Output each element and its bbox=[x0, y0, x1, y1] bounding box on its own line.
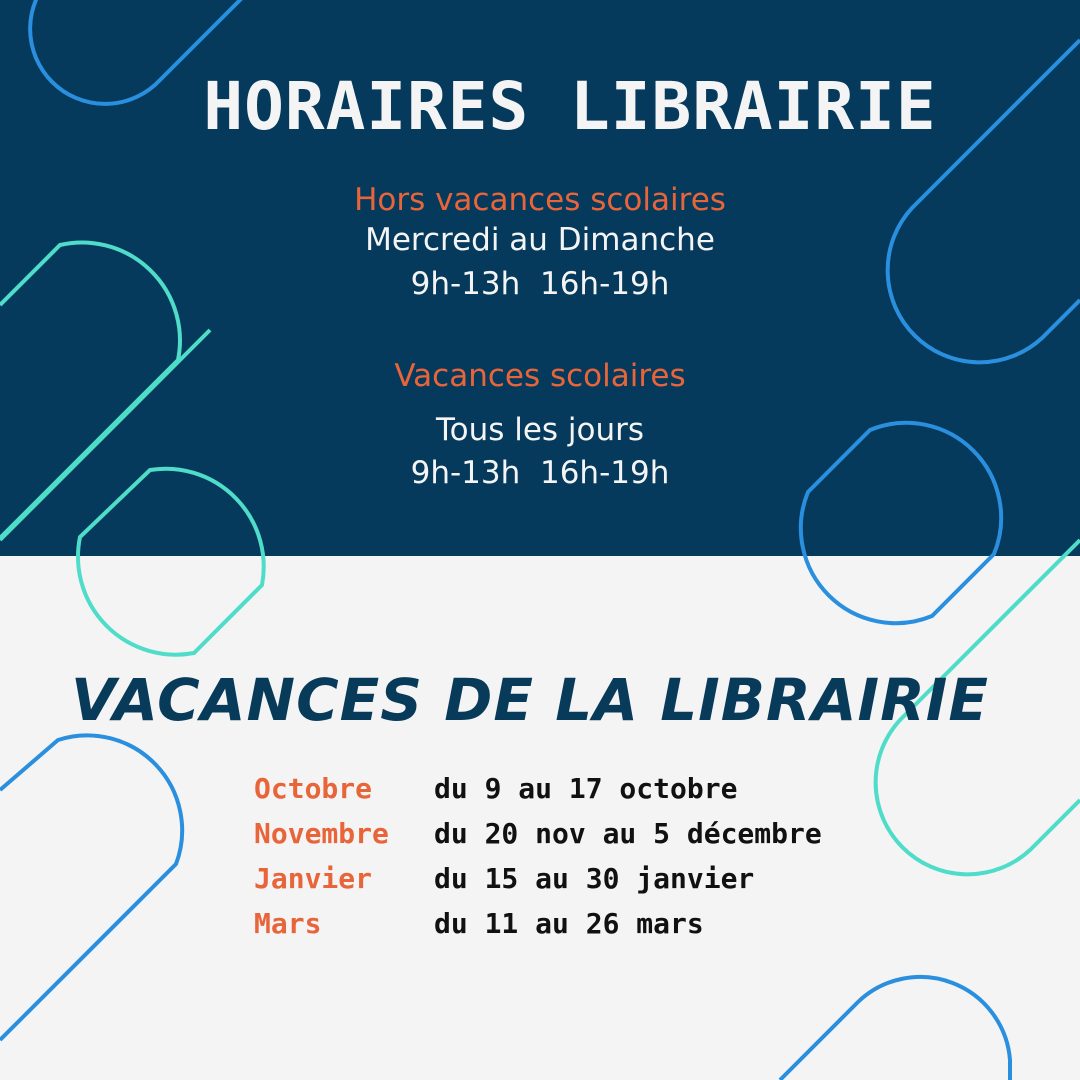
pill-outline-8 bbox=[0, 735, 182, 1040]
closure-row-january bbox=[254, 862, 754, 895]
closure-dates: du 9 au 17 octobre bbox=[434, 772, 738, 805]
regular-days: Mercredi au Dimanche bbox=[365, 222, 715, 258]
closure-dates: du 15 au 30 janvier bbox=[434, 862, 755, 895]
closure-month: Octobre bbox=[254, 772, 373, 805]
closure-month: Janvier bbox=[254, 862, 373, 895]
holiday-times: 9h-13h 16h-19h bbox=[410, 455, 670, 491]
hours-title: HORAIRES LIBRAIRIE bbox=[203, 68, 937, 145]
closure-dates: du 20 nov au 5 décembre bbox=[434, 817, 822, 850]
closure-row-march bbox=[254, 907, 704, 940]
pill-outline-9 bbox=[780, 977, 1010, 1080]
regular-period-label: Hors vacances scolaires bbox=[354, 182, 726, 218]
closure-month: Novembre bbox=[254, 817, 389, 850]
closure-month: Mars bbox=[254, 907, 322, 940]
closure-dates: du 11 au 26 mars bbox=[434, 907, 704, 940]
pill-outline-6 bbox=[801, 423, 1001, 623]
holiday-period-label: Vacances scolaires bbox=[394, 358, 686, 394]
pill-outline-5 bbox=[78, 469, 264, 655]
closure-row-november bbox=[254, 817, 822, 850]
regular-times: 9h-13h 16h-19h bbox=[410, 266, 670, 302]
closure-row-october bbox=[254, 772, 737, 805]
holiday-days: Tous les jours bbox=[435, 412, 645, 448]
closures-title: VACANCES DE LA LIBRAIRIE bbox=[71, 666, 989, 734]
